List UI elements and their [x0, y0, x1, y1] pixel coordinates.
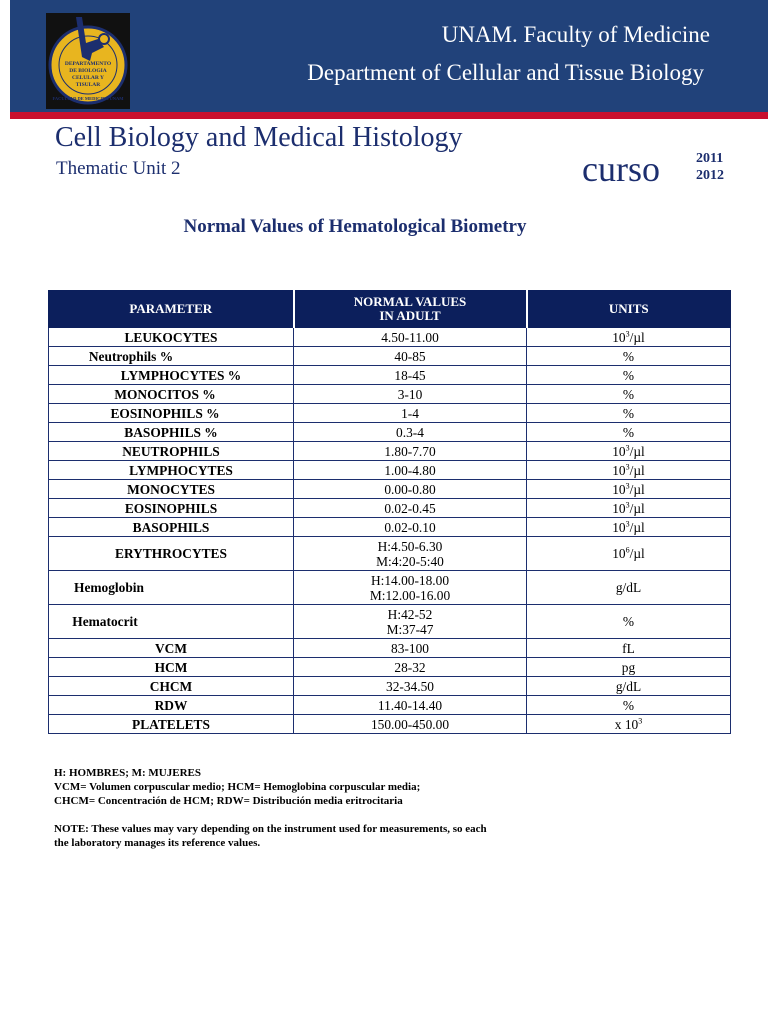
unit-base: fL	[622, 640, 635, 656]
row-unit	[527, 696, 731, 715]
unit-tail: /µl	[629, 443, 645, 459]
row-unit	[527, 658, 731, 677]
thematic-unit: Thematic Unit 2	[56, 158, 181, 179]
row-unit	[527, 328, 731, 347]
unit-exponent: 3	[625, 443, 630, 453]
row-normal-value	[294, 404, 527, 423]
department-name: Department of Cellular and Tissue Biology	[307, 60, 704, 85]
normal-value: 1.00-4.80	[384, 462, 436, 478]
row-normal-value	[294, 639, 527, 658]
normal-value: 18-45	[394, 367, 426, 383]
unit-exponent: 3	[625, 481, 630, 491]
normal-value: H:14.00-18.00	[370, 572, 450, 588]
logo-text-line-2: DE BIOLOGIA	[69, 68, 107, 74]
parameter-label: CHCM	[149, 678, 193, 694]
normal-value: 4.50-11.00	[381, 329, 439, 345]
table-row	[49, 404, 731, 423]
logo-text-line-4: TISULAR	[75, 82, 101, 88]
table-row	[49, 658, 731, 677]
table-row	[49, 518, 731, 537]
unit-base: %	[622, 386, 635, 402]
table-body	[49, 328, 731, 734]
header-red-rule	[10, 112, 768, 119]
parameter-label: Neutrophils %	[88, 348, 174, 364]
row-parameter	[49, 639, 294, 658]
parameter-label: PLATELETS	[132, 716, 210, 732]
hematology-values-table	[48, 290, 731, 734]
row-parameter	[49, 658, 294, 677]
row-unit	[527, 537, 731, 571]
row-parameter	[49, 571, 294, 605]
normal-value: 1.80-7.70	[384, 443, 436, 459]
table-header-row	[49, 291, 731, 328]
row-normal-value	[294, 347, 527, 366]
note-line-1: NOTE: These values may vary depending on the instrument used for measurements, so each	[54, 823, 487, 835]
row-normal-value	[294, 366, 527, 385]
row-unit	[527, 518, 731, 537]
row-normal-value	[294, 385, 527, 404]
unit-base: 10	[612, 443, 626, 459]
unit-base: pg	[621, 659, 636, 675]
parameter-label: NEUTROPHILS	[122, 443, 220, 459]
row-unit	[527, 347, 731, 366]
row-normal-value	[294, 461, 527, 480]
unit-tail: /µl	[629, 500, 645, 516]
row-parameter	[49, 677, 294, 696]
row-parameter	[49, 442, 294, 461]
table-row	[49, 442, 731, 461]
unit-exponent: 6	[625, 545, 630, 555]
row-normal-value	[294, 658, 527, 677]
normal-value: 11.40-14.40	[377, 697, 443, 713]
row-parameter	[49, 404, 294, 423]
abbreviations-line-2: CHCM= Concentración de HCM; RDW= Distribución media eritrocitaria	[54, 795, 403, 807]
unit-base: g/dL	[615, 678, 642, 694]
table-row	[49, 423, 731, 442]
row-parameter	[49, 461, 294, 480]
row-unit	[527, 715, 731, 734]
row-parameter	[49, 499, 294, 518]
table-row	[49, 537, 731, 571]
unit-base: 10	[612, 481, 626, 497]
unit-base: %	[622, 405, 635, 421]
row-parameter	[49, 696, 294, 715]
header-normal-line-1: NORMAL VALUES	[353, 294, 467, 309]
normal-value: 28-32	[394, 659, 426, 675]
table-row	[49, 328, 731, 347]
row-parameter	[49, 423, 294, 442]
unit-base: %	[622, 348, 635, 364]
unit-base: %	[622, 697, 635, 713]
year-end: 2012	[696, 168, 724, 183]
unit-tail: /µl	[629, 546, 645, 561]
row-parameter	[49, 328, 294, 347]
row-unit	[527, 423, 731, 442]
normal-value: 1-4	[401, 405, 419, 421]
normal-value-female: M:4:20-5:40	[376, 553, 444, 569]
row-unit	[527, 461, 731, 480]
table-row	[49, 385, 731, 404]
logo-ring-text: FACULTAD DE MEDICINA UNAM	[52, 96, 124, 101]
unit-base: 10	[612, 500, 626, 516]
normal-value: 0.02-0.10	[384, 519, 436, 535]
row-normal-value	[294, 537, 527, 571]
parameter-label: MONOCITOS %	[114, 386, 216, 402]
year-start: 2011	[696, 151, 724, 166]
header-normal-values	[294, 291, 527, 328]
row-normal-value	[294, 605, 527, 639]
row-normal-value	[294, 571, 527, 605]
row-unit	[527, 499, 731, 518]
row-unit	[527, 480, 731, 499]
normal-value: 83-100	[391, 640, 429, 656]
abbreviations-line-1: VCM= Volumen corpuscular medio; HCM= Hemoglobina corpuscular media;	[54, 781, 421, 793]
row-normal-value	[294, 423, 527, 442]
unit-base: 10	[612, 462, 626, 478]
normal-value: 0.3-4	[396, 424, 424, 440]
footnotes	[54, 766, 487, 850]
unit-tail: /µl	[629, 329, 645, 345]
document-title: Normal Values of Hematological Biometry	[183, 216, 527, 237]
row-parameter	[49, 385, 294, 404]
normal-value: H:4.50-6.30	[377, 538, 443, 554]
row-normal-value	[294, 480, 527, 499]
table-row	[49, 696, 731, 715]
table-row	[49, 499, 731, 518]
row-unit	[527, 677, 731, 696]
course-title: Cell Biology and Medical Histology	[55, 122, 463, 153]
department-logo	[46, 13, 130, 109]
unit-base: 10	[612, 519, 626, 535]
row-normal-value	[294, 696, 527, 715]
table-row	[49, 715, 731, 734]
row-normal-value	[294, 499, 527, 518]
normal-value: 32-34.50	[386, 678, 434, 694]
parameter-label: LYMPHOCYTES	[129, 462, 233, 478]
row-parameter	[49, 537, 294, 571]
row-unit	[527, 366, 731, 385]
normal-value: 0.00-0.80	[384, 481, 436, 497]
sex-legend: H: HOMBRES; M: MUJERES	[54, 767, 201, 779]
parameter-label: ERYTHROCYTES	[115, 546, 227, 561]
unit-base: %	[622, 614, 635, 629]
row-unit	[527, 404, 731, 423]
row-normal-value	[294, 518, 527, 537]
table-row	[49, 480, 731, 499]
unit-exponent: 3	[638, 716, 643, 726]
note-line-2: the laboratory manages its reference values.	[54, 837, 261, 849]
normal-value: 150.00-450.00	[370, 716, 450, 732]
curso-label: curso	[582, 149, 660, 189]
parameter-label: RDW	[154, 697, 188, 713]
normal-value: 3-10	[397, 386, 423, 402]
row-parameter	[49, 518, 294, 537]
logo-text-line-1: DEPARTAMENTO	[64, 61, 112, 67]
header-parameter: PARAMETER	[49, 291, 294, 328]
row-unit	[527, 639, 731, 658]
row-parameter	[49, 480, 294, 499]
unit-tail: /µl	[629, 462, 645, 478]
normal-value: 0.02-0.45	[384, 500, 436, 516]
row-normal-value	[294, 328, 527, 347]
row-normal-value	[294, 715, 527, 734]
table-row	[49, 639, 731, 658]
unit-exponent: 3	[625, 519, 630, 529]
normal-value: 40-85	[394, 348, 426, 364]
normal-value-female: M:37-47	[386, 621, 434, 637]
unit-base: 10	[612, 329, 626, 345]
parameter-label: EOSINOPHILS	[124, 500, 218, 516]
unit-base: 10	[612, 546, 626, 561]
row-parameter	[49, 605, 294, 639]
institution-name: UNAM. Faculty of Medicine	[441, 22, 710, 47]
table-row	[49, 461, 731, 480]
row-unit	[527, 605, 731, 639]
row-parameter	[49, 366, 294, 385]
row-normal-value	[294, 677, 527, 696]
logo-text-line-3: CELULAR Y	[71, 75, 105, 81]
row-unit	[527, 385, 731, 404]
parameter-label: BASOPHILS %	[124, 424, 218, 440]
unit-exponent: 3	[625, 462, 630, 472]
unit-tail: /µl	[629, 519, 645, 535]
table-row	[49, 366, 731, 385]
parameter-label: Hematocrit	[72, 614, 138, 629]
unit-base: g/dL	[615, 580, 642, 595]
unit-base: x 10	[614, 716, 639, 732]
parameter-label: VCM	[155, 640, 187, 656]
parameter-label: BASOPHILS	[132, 519, 210, 535]
table-row	[49, 347, 731, 366]
table-row	[49, 571, 731, 605]
table-row	[49, 605, 731, 639]
unit-base: %	[622, 424, 635, 440]
parameter-label: LEUKOCYTES	[124, 329, 218, 345]
row-parameter	[49, 715, 294, 734]
row-parameter	[49, 347, 294, 366]
normal-value: H:42-52	[387, 606, 433, 622]
row-unit	[527, 442, 731, 461]
row-normal-value	[294, 442, 527, 461]
parameter-label: EOSINOPHILS %	[110, 405, 220, 421]
normal-value-female: M:12.00-16.00	[369, 587, 451, 603]
parameter-label: LYMPHOCYTES %	[120, 367, 242, 383]
parameter-label: HCM	[154, 659, 188, 675]
parameter-label: MONOCYTES	[127, 481, 215, 497]
unit-base: %	[622, 367, 635, 383]
unit-tail: /µl	[629, 481, 645, 497]
table-row	[49, 677, 731, 696]
unit-exponent: 3	[625, 500, 630, 510]
unit-exponent: 3	[625, 329, 630, 339]
parameter-label: Hemoglobin	[74, 580, 144, 595]
row-unit	[527, 571, 731, 605]
header-normal-line-2: IN ADULT	[379, 308, 441, 323]
header-units: UNITS	[527, 291, 731, 328]
